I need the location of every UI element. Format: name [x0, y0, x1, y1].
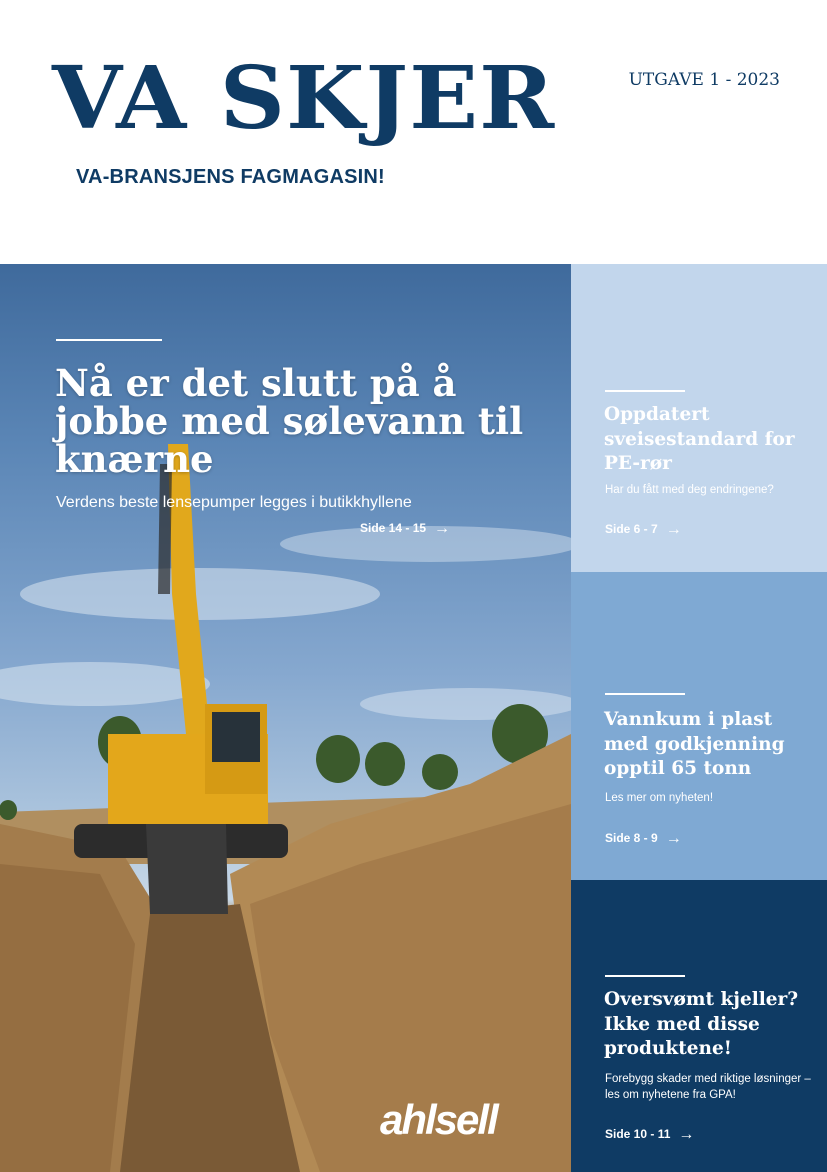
panel-rule: [605, 693, 685, 695]
panel-page-link[interactable]: [605, 1126, 694, 1144]
cover-story[interactable]: [0, 264, 571, 1172]
panel-page-label: Side 8 - 9: [605, 831, 658, 845]
panel-page-label: Side 6 - 7: [605, 522, 658, 536]
panel-page-link[interactable]: [605, 521, 682, 539]
arrow-right-icon: →: [665, 521, 682, 538]
panel-page-link[interactable]: [605, 830, 682, 848]
hero-subtitle: Verdens beste lensepumper legges i butikkhyllene: [56, 494, 412, 511]
teaser-panel-plastic-manhole[interactable]: [571, 572, 827, 880]
teaser-panel-pe-welding[interactable]: [571, 264, 827, 572]
teaser-panel-flooded-basement[interactable]: [571, 880, 827, 1172]
arrow-right-icon: →: [665, 830, 682, 847]
panel-rule: [605, 975, 685, 977]
panel-subtitle: Forebygg skader med riktige løsninger – les om nyhetene fra GPA!: [605, 1073, 811, 1101]
hero-rule: [56, 339, 162, 341]
hero-page-link[interactable]: [360, 520, 450, 538]
panel-page-label: Side 10 - 11: [605, 1127, 671, 1141]
hero-headline[interactable]: Nå er det slutt på å jobbe med sølevann til knærne: [55, 361, 524, 481]
panel-subtitle: Har du fått med deg endringene?: [605, 484, 774, 496]
magazine-title: VA SKJER: [52, 48, 556, 149]
panel-rule: [605, 390, 685, 392]
hero-page-label: Side 14 - 15: [360, 521, 427, 535]
panel-title: Oppdatert sveisestandard for PE-rør: [604, 404, 795, 474]
panel-title: Oversvømt kjeller? Ikke med disse produktene!: [604, 989, 799, 1059]
panel-subtitle: Les mer om nyheten!: [605, 792, 714, 804]
arrow-right-icon: →: [678, 1126, 695, 1143]
masthead: [0, 0, 827, 264]
magazine-tagline: VA-BRANSJENS FAGMAGASIN!: [76, 166, 385, 188]
panel-title: Vannkum i plast med godkjenning opptil 65 tonn: [604, 709, 785, 779]
arrow-right-icon: →: [434, 520, 451, 537]
ahlsell-logo: ahlsell: [380, 1096, 497, 1143]
issue-label: UTGAVE 1 - 2023: [628, 70, 780, 90]
